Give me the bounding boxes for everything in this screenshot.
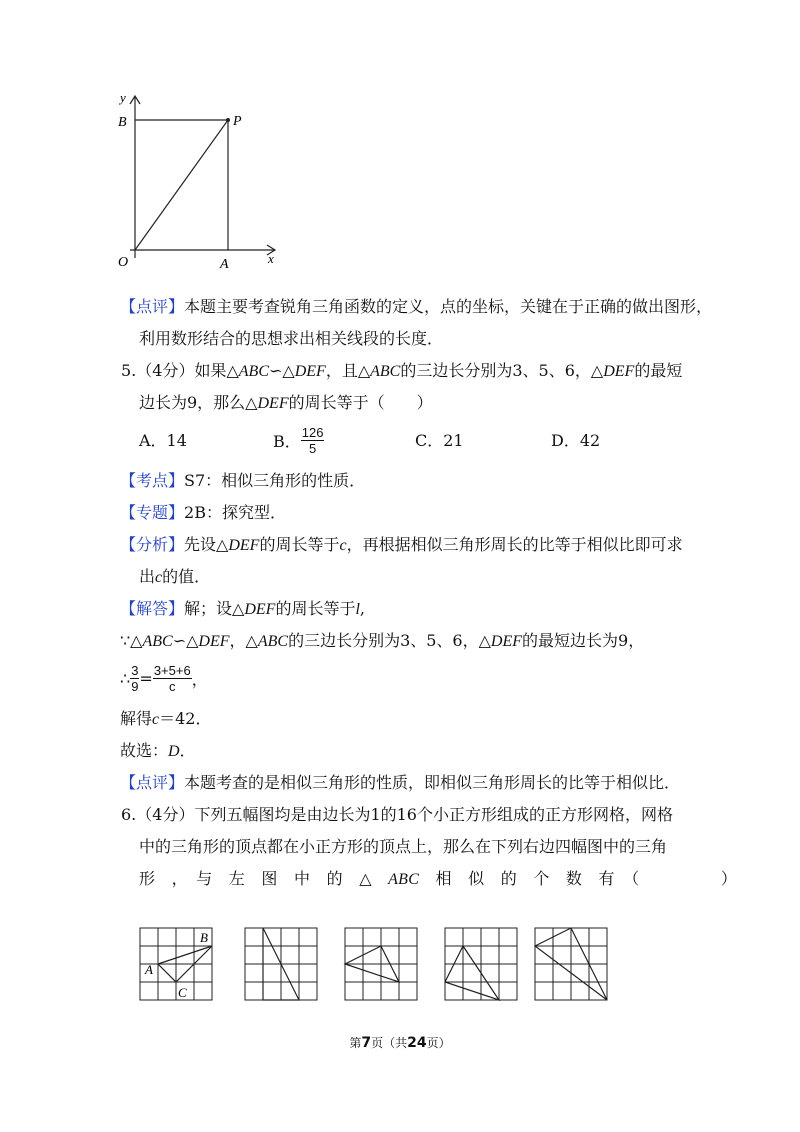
math-def: DEF — [603, 363, 635, 380]
because-text: 的三边长分别为3、5、6，△ — [288, 631, 491, 650]
math-def: DEF — [294, 363, 326, 380]
fraction-numerator: 3+5+6 — [153, 662, 191, 678]
math-def: DEF — [244, 601, 276, 618]
coordinate-figure — [110, 88, 290, 278]
math-c: c — [155, 569, 163, 586]
because-symbol: ∵△ — [120, 631, 143, 650]
q6-line2 — [139, 834, 667, 860]
math-abc: ABC — [370, 363, 401, 380]
label-o: O — [118, 255, 129, 270]
jieda-tag: 【解答】 — [120, 599, 185, 618]
triangle-4 — [445, 946, 499, 1000]
label-b: B — [118, 115, 127, 130]
option-b — [273, 420, 324, 460]
jieda-text: 解；设△ — [184, 599, 245, 618]
kaodian-tag: 【考点】 — [120, 471, 185, 490]
jieda-line1 — [120, 596, 365, 622]
q5-line1 — [121, 358, 682, 384]
fenxi-text: 的值． — [162, 567, 211, 586]
question-number: 6. — [121, 805, 137, 824]
option-b-fraction — [301, 425, 325, 456]
q6-text: 相 似 的 个 数 有 （ ） — [419, 869, 738, 888]
math-def: DEF — [198, 633, 230, 650]
question-number: 5. — [121, 361, 137, 380]
grid-label-b: B — [200, 930, 208, 945]
math-abc: ABC — [238, 363, 269, 380]
grid-figure-5 — [535, 928, 607, 1000]
fenxi-line1 — [120, 532, 683, 558]
dianping-text: 本题主要考查锐角三角函数的定义，点的坐标，关键在于正确的做出图形， — [184, 297, 713, 316]
math-def: DEF — [490, 633, 523, 650]
q5-text: 边长为9，那么△ — [139, 393, 258, 412]
answer-d: D — [168, 743, 180, 760]
fenxi-text: 出 — [139, 567, 156, 586]
dianping-tag: 【点评】 — [120, 297, 185, 316]
fenxi-line2 — [139, 564, 210, 590]
equals-sign: = — [139, 668, 153, 688]
jieda-text: , — [359, 599, 365, 618]
option-a: A．14 — [139, 431, 187, 450]
math-c: c — [339, 537, 347, 554]
option-d: D．42 — [551, 431, 601, 450]
q6-text: 形 ， 与 左 图 中 的 △ — [139, 869, 389, 888]
page-footer — [0, 1034, 800, 1051]
solve-text: 解得 — [120, 709, 153, 728]
grid-figure-4 — [445, 928, 517, 1000]
math-abc: ABC — [257, 633, 289, 650]
q5-text: （4分）如果△ — [136, 361, 239, 380]
zhuanti-text: 2B：探究型． — [184, 503, 286, 522]
total-pages: 24 — [407, 1035, 427, 1051]
segment-op — [135, 120, 228, 250]
math-abc: ABC — [388, 871, 420, 888]
math-def: DEF — [257, 395, 289, 412]
because-text: ，△ — [229, 631, 258, 650]
fraction-denominator: c — [169, 678, 176, 694]
fraction-denominator: 9 — [131, 678, 139, 694]
solve-line — [120, 706, 212, 732]
dianping-tag: 【点评】 — [120, 773, 185, 792]
dianping-q4-line1 — [120, 294, 712, 320]
zhuanti-tag: 【专题】 — [120, 503, 185, 522]
option-b-label: B． — [273, 431, 301, 451]
math-abc: ABC — [142, 633, 173, 650]
label-p: P — [233, 114, 242, 129]
choose-text: 故选： — [120, 741, 169, 760]
q6-text: （4分）下列五幅图均是由边长为1的16个小正方形组成的正方形网格，网格 — [136, 805, 673, 824]
dianping-text-2: 利用数形结合的思想求出相关线段的长度． — [139, 329, 444, 348]
grid-label-c: C — [178, 985, 187, 1000]
point-p — [226, 118, 230, 122]
math-c: c — [152, 711, 160, 728]
grid-figures — [130, 918, 620, 1008]
q5-text: ，且△ — [325, 361, 371, 380]
math-l: l — [355, 601, 360, 618]
similar-symbol: ∽△ — [268, 361, 295, 380]
kaodian — [120, 468, 365, 494]
similar-symbol: ∽△ — [172, 631, 199, 650]
q5-text: 的最短 — [634, 361, 683, 380]
choose-line — [120, 738, 196, 764]
q5-line2 — [139, 390, 433, 416]
fraction-numerator: 126 — [301, 424, 324, 440]
fenxi-tag: 【分析】 — [120, 535, 185, 554]
q5-text: 的三边长分别为3、5、6，△ — [400, 361, 604, 380]
label-x: x — [268, 251, 274, 266]
label-y: y — [120, 90, 126, 105]
solve-text: ＝42． — [159, 709, 212, 728]
grid-figure-3 — [345, 928, 417, 1000]
q6-line3 — [139, 866, 737, 892]
fraction-3-9 — [130, 663, 139, 694]
fenxi-text: 先设△ — [184, 535, 229, 554]
footer-text: 第 — [349, 1036, 362, 1050]
grid-label-a: A — [145, 962, 153, 977]
grid-figure-2 — [245, 928, 317, 1000]
fraction-denominator: 5 — [309, 440, 317, 456]
therefore-symbol: ∴ — [120, 668, 131, 688]
page-number: 7 — [361, 1035, 372, 1051]
fenxi-text: ，再根据相似三角形周长的比等于相似比即可求 — [346, 535, 683, 554]
footer-text: 页） — [426, 1036, 451, 1050]
comma: ， — [191, 669, 208, 689]
q5-text: 的周长等于（ ） — [288, 393, 433, 412]
kaodian-text: S7：相似三角形的性质． — [184, 471, 366, 490]
label-a: A — [220, 257, 229, 272]
q6-text: 中的三角形的顶点都在小正方形的顶点上，那么在下列右边四幅图中的三角 — [139, 837, 668, 856]
dianping-q5 — [120, 770, 680, 796]
therefore-line — [120, 658, 208, 698]
fraction-sum-c — [153, 663, 192, 694]
fraction-numerator: 3 — [131, 662, 139, 678]
grid-figure-abc — [140, 928, 212, 1000]
q6-line1 — [121, 802, 673, 828]
choose-text: ． — [179, 741, 196, 760]
dianping-text: 本题考查的是相似三角形的性质，即相似三角形周长的比等于相似比． — [184, 773, 681, 792]
because-text: 的最短边长为9， — [522, 631, 645, 650]
because-line — [120, 628, 644, 654]
fenxi-text: 的周长等于 — [259, 535, 340, 554]
jieda-text: 的周长等于 — [275, 599, 356, 618]
footer-text: 页（共 — [371, 1036, 408, 1050]
option-c: C．21 — [415, 431, 464, 450]
math-def: DEF — [228, 537, 260, 554]
zhuanti — [120, 500, 286, 526]
dianping-q4-line2 — [139, 326, 443, 352]
